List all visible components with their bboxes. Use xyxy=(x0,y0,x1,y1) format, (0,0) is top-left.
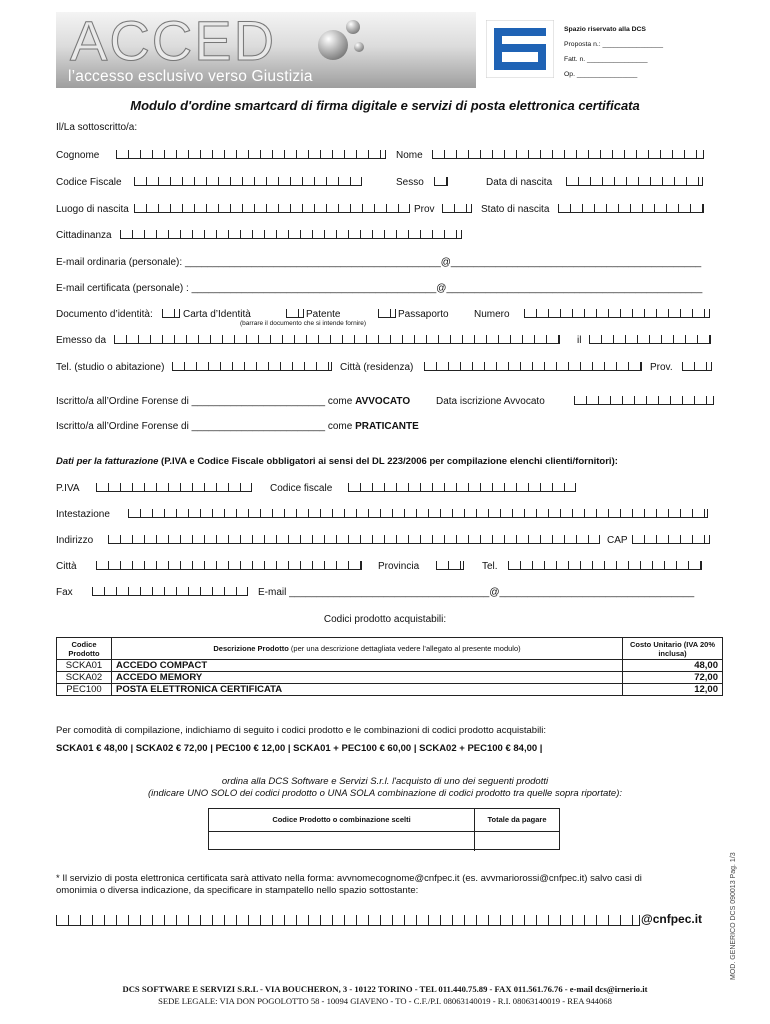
fax-field[interactable] xyxy=(92,587,248,596)
billing-tel-label: Tel. xyxy=(482,561,498,572)
patente-checkbox[interactable] xyxy=(286,309,304,318)
prov2-field[interactable] xyxy=(682,362,712,371)
data-nascita-label: Data di nascita xyxy=(486,177,553,188)
billing-cf-field[interactable] xyxy=(348,483,576,492)
fax-label: Fax xyxy=(56,587,73,598)
logo-bubble-icon xyxy=(354,42,364,52)
products-caption: Codici prodotto acquistabili: xyxy=(323,614,447,625)
piva-field[interactable] xyxy=(96,483,252,492)
emesso-data-field[interactable] xyxy=(589,335,711,344)
order-line2: (indicare UNO SOLO dei codici prodotto o UNA SOLA combinazione di codici prodotto tra quelle sopra riportate): xyxy=(148,788,622,799)
pec-address-field[interactable] xyxy=(56,915,640,926)
citta-field[interactable] xyxy=(96,561,362,570)
billing-heading-italic: Dati per la fatturazione xyxy=(56,456,159,467)
table-header-row xyxy=(57,638,723,660)
product-desc: ACCEDO MEMORY xyxy=(112,672,623,684)
cognome-field[interactable] xyxy=(116,150,386,159)
citta-residenza-field[interactable] xyxy=(424,362,642,371)
codice-fiscale-field[interactable] xyxy=(134,177,362,186)
reserved-line: Fatt. n. ________________ xyxy=(564,56,648,63)
provincia-label: Provincia xyxy=(378,561,420,572)
emesso-da-label: Emesso da xyxy=(56,335,107,346)
luogo-nascita-label: Luogo di nascita xyxy=(56,204,129,215)
emesso-da-field[interactable] xyxy=(114,335,560,344)
logo-word: ACCED xyxy=(70,12,277,72)
passaporto-checkbox[interactable] xyxy=(378,309,396,318)
logo-bubble-icon xyxy=(318,30,348,60)
reserved-box xyxy=(564,22,663,82)
form-title: Modulo d'ordine smartcard di firma digitale e servizi di posta elettronica certificata xyxy=(130,98,640,113)
col-desc-rest: (per una descrizione dettagliata vedere l’allegato al presente modulo) xyxy=(288,644,521,653)
product-desc: ACCEDO COMPACT xyxy=(112,660,623,672)
prov-field[interactable] xyxy=(442,204,472,213)
product-code: SCKA01 xyxy=(57,660,112,672)
table-row xyxy=(57,672,723,684)
order-col1: Codice Prodotto o combinazione scelti xyxy=(272,815,411,824)
dcs-logo-icon xyxy=(486,20,554,78)
stato-nascita-field[interactable] xyxy=(558,204,704,213)
order-table xyxy=(208,808,560,850)
cap-field[interactable] xyxy=(632,535,710,544)
piva-label: P.IVA xyxy=(56,483,80,494)
products-table xyxy=(56,637,723,696)
billing-heading xyxy=(56,456,618,467)
documento-label: Documento d’identità: xyxy=(56,309,153,320)
pec-domain: @cnfpec.it xyxy=(641,912,703,926)
indirizzo-label: Indirizzo xyxy=(56,535,94,546)
data-nascita-field[interactable] xyxy=(566,177,703,186)
provincia-field[interactable] xyxy=(436,561,464,570)
intestazione-label: Intestazione xyxy=(56,509,110,520)
order-col2: Totale da pagare xyxy=(487,815,547,824)
iscritto-text: Iscritto/a all’Ordine Forense di ________________________ come xyxy=(56,396,353,407)
product-price: 72,00 xyxy=(623,672,723,684)
product-code: SCKA02 xyxy=(57,672,112,684)
iscritto-praticante-line[interactable] xyxy=(56,421,419,432)
il-label: il xyxy=(577,335,582,346)
accedo-logo xyxy=(56,12,476,88)
avvocato-label: AVVOCATO xyxy=(355,396,411,407)
billing-tel-field[interactable] xyxy=(508,561,702,570)
col-desc-bold: Descrizione Prodotto xyxy=(213,644,289,653)
combos-intro: Per comodità di compilazione, indichiamo di seguito i codici prodotto e le combinazioni di codici prodotto acquistabili: xyxy=(56,725,547,736)
billing-heading-rest: (P.IVA e Codice Fiscale obbligatori ai sensi del DL 223/2006 per compilazione elenchi clienti/fornitori): xyxy=(158,456,618,467)
pec-note-line2: omonimia o diversa indicazione, da specificare in stampatello nello spazio sottostante: xyxy=(56,885,419,896)
footer-line2: SEDE LEGALE: VIA DON POGOLOTTO 58 - 10094 GIAVENO - TO - C.F./P.I. 08063140019 - R.I. 08063140019 - REA 944068 xyxy=(158,996,612,1006)
barrare-note: (barrare il documento che si intende fornire) xyxy=(240,320,367,327)
codice-fiscale-label: Codice Fiscale xyxy=(56,177,122,188)
product-price: 12,00 xyxy=(623,684,723,696)
table-row xyxy=(57,684,723,696)
order-total-input[interactable] xyxy=(477,833,557,849)
nome-field[interactable] xyxy=(432,150,704,159)
email-ordinaria-line[interactable]: E-mail ordinaria (personale): ______________________________________________@_____________________________________________ xyxy=(56,257,702,268)
sesso-field[interactable] xyxy=(434,177,448,186)
reserved-line: Proposta n.: ________________ xyxy=(564,41,664,48)
product-desc: POSTA ELETTRONICA CERTIFICATA xyxy=(112,684,623,696)
logo-bubble-icon xyxy=(346,20,360,34)
side-note: MOD. GENERICO DCS 090013 Pag. 1/3 xyxy=(730,852,737,980)
intestazione-field[interactable] xyxy=(128,509,708,518)
cap-label: CAP xyxy=(607,535,628,546)
order-line1: ordina alla DCS Software e Servizi S.r.l. l'acquisto di uno dei seguenti prodotti xyxy=(221,776,549,787)
cognome-label: Cognome xyxy=(56,150,100,161)
citta-label: Città xyxy=(56,561,77,572)
data-iscrizione-label: Data iscrizione Avvocato xyxy=(436,396,545,407)
praticante-label: PRATICANTE xyxy=(355,421,419,432)
iscritto-text: Iscritto/a all’Ordine Forense di ________________________ come xyxy=(56,421,353,432)
footer-line1: DCS SOFTWARE E SERVIZI S.R.L - VIA BOUCHERON, 3 - 10122 TORINO - TEL 011.440.75.89 - FAX 011.561.76.76 - e-mail dcs@irnerio.it xyxy=(122,984,648,994)
carta-label: Carta d’Identità xyxy=(183,309,251,320)
col-price-header: Costo Unitario (IVA 20% inclusa) xyxy=(623,638,723,660)
citta-residenza-label: Città (residenza) xyxy=(340,362,414,373)
undersigned-label: Il/La sottoscritto/a: xyxy=(56,122,138,133)
indirizzo-field[interactable] xyxy=(108,535,600,544)
prov-label: Prov xyxy=(414,204,435,215)
reserved-line: Op. ________________ xyxy=(564,71,638,78)
billing-cf-label: Codice fiscale xyxy=(270,483,333,494)
combos-line: SCKA01 € 48,00 | SCKA02 € 72,00 | PEC100 € 12,00 | SCKA01 + PEC100 € 60,00 | SCKA02 + PEC100 € 84,00 | xyxy=(56,743,543,754)
iscritto-avvocato-line[interactable] xyxy=(56,396,410,407)
pec-note-line1: * Il servizio di posta elettronica certificata sarà attivato nella forma: avvnomecognome@cnfpec.it (es. avvmariorossi@cnfpec.it) salvo casi di xyxy=(56,873,642,884)
logo-tagline: l’accesso esclusivo verso Giustizia xyxy=(68,68,313,85)
data-iscrizione-field[interactable] xyxy=(574,396,714,405)
product-price: 48,00 xyxy=(623,660,723,672)
product-code: PEC100 xyxy=(57,684,112,696)
tel-field[interactable] xyxy=(172,362,332,371)
email-certificata-line[interactable]: E-mail certificata (personale) : ____________________________________________@______________________________________________ xyxy=(56,283,703,294)
patente-label: Patente xyxy=(306,309,341,320)
tel-label: Tel. (studio o abitazione) xyxy=(56,362,165,373)
numero-field[interactable] xyxy=(524,309,710,318)
passaporto-label: Passaporto xyxy=(398,309,449,320)
luogo-nascita-field[interactable] xyxy=(134,204,410,213)
order-code-input[interactable] xyxy=(211,833,471,849)
billing-email-line[interactable]: E-mail ____________________________________@___________________________________ xyxy=(258,587,695,598)
sesso-label: Sesso xyxy=(396,177,424,188)
prov2-label: Prov. xyxy=(650,362,673,373)
nome-label: Nome xyxy=(396,150,423,161)
cittadinanza-label: Cittadinanza xyxy=(56,230,112,241)
cittadinanza-field[interactable] xyxy=(120,230,462,239)
table-row xyxy=(57,660,723,672)
stato-nascita-label: Stato di nascita xyxy=(481,204,550,215)
col-code-header: Codice Prodotto xyxy=(57,638,112,660)
reserved-title: Spazio riservato alla DCS xyxy=(564,26,646,33)
carta-checkbox[interactable] xyxy=(162,309,180,318)
numero-label: Numero xyxy=(474,309,510,320)
col-desc-header xyxy=(112,638,623,660)
